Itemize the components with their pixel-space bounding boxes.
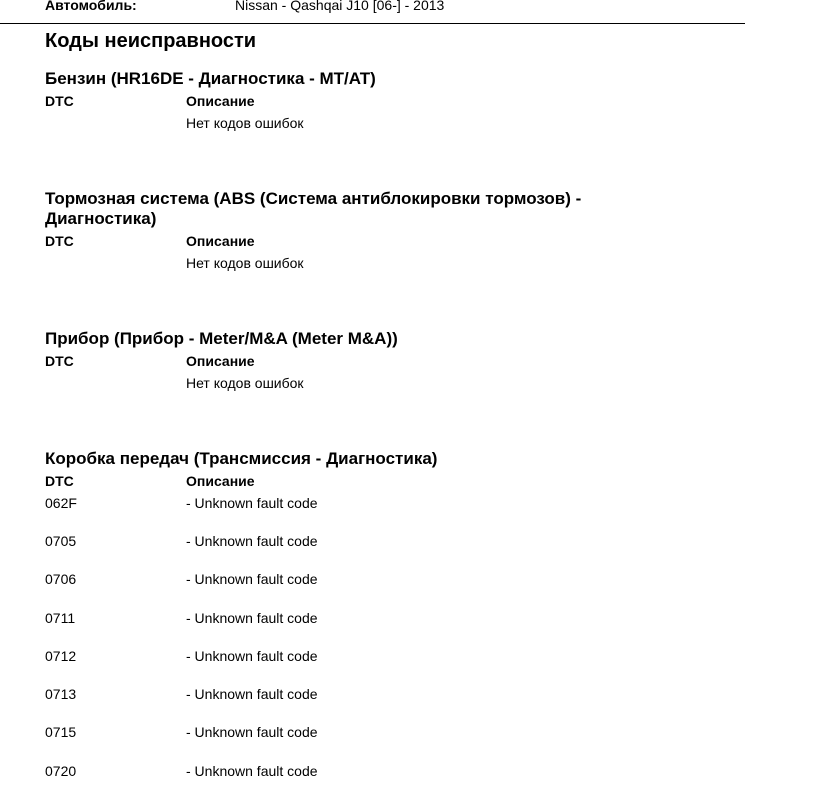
description-column-header: Описание — [186, 353, 255, 369]
dtc-description: - Unknown fault code — [186, 610, 318, 626]
vehicle-label: Автомобиль: — [45, 0, 137, 13]
section-title: Прибор (Прибор - Meter/M&A (Meter M&A)) — [45, 329, 398, 348]
section-instrument — [45, 329, 665, 395]
column-header — [45, 93, 665, 115]
table-row — [45, 571, 665, 610]
column-header — [45, 353, 665, 375]
dtc-description: - Unknown fault code — [186, 571, 318, 587]
section-transmission — [45, 449, 665, 783]
dtc-column-header: DTC — [45, 233, 74, 249]
section-brakes — [45, 189, 665, 275]
description-column-header: Описание — [186, 233, 255, 249]
dtc-column-header: DTC — [45, 353, 74, 369]
dtc-code: 0706 — [45, 571, 77, 587]
table-row — [45, 763, 665, 783]
dtc-code: 0705 — [45, 533, 77, 549]
table-row — [45, 610, 665, 648]
dtc-code: 062F — [45, 495, 77, 511]
dtc-code: 0712 — [45, 648, 77, 664]
section-petrol — [45, 69, 665, 135]
dtc-description: - Unknown fault code — [186, 763, 318, 779]
dtc-code: 0711 — [45, 610, 76, 626]
dtc-description: Нет кодов ошибок — [186, 255, 304, 271]
table-row — [45, 495, 665, 533]
table-row — [45, 255, 665, 275]
vehicle-header — [0, 0, 745, 24]
vehicle-value: Nissan - Qashqai J10 [06-] - 2013 — [235, 0, 445, 13]
section-title: Тормозная система (ABS (Система антиблокировки тормозов) - Диагностика) — [45, 189, 582, 228]
table-row — [45, 533, 665, 571]
dtc-column-header: DTC — [45, 473, 74, 489]
table-row — [45, 648, 665, 686]
table-row — [45, 686, 665, 724]
dtc-column-header: DTC — [45, 93, 74, 109]
page-title: Коды неисправности — [45, 30, 257, 52]
column-header — [45, 233, 665, 255]
dtc-code: 0715 — [45, 724, 77, 740]
dtc-code: 0713 — [45, 686, 77, 702]
description-column-header: Описание — [186, 473, 255, 489]
table-row — [45, 724, 665, 763]
dtc-description: - Unknown fault code — [186, 648, 318, 664]
column-header — [45, 473, 665, 495]
dtc-description: Нет кодов ошибок — [186, 115, 304, 131]
dtc-code: 0720 — [45, 763, 77, 779]
dtc-description: Нет кодов ошибок — [186, 375, 304, 391]
section-title: Коробка передач (Трансмиссия - Диагностика) — [45, 449, 438, 468]
dtc-description: - Unknown fault code — [186, 495, 318, 511]
dtc-description: - Unknown fault code — [186, 533, 318, 549]
dtc-description: - Unknown fault code — [186, 724, 318, 740]
description-column-header: Описание — [186, 93, 255, 109]
table-row — [45, 375, 665, 395]
table-row — [45, 115, 665, 135]
section-title: Бензин (HR16DE - Диагностика - MT/AT) — [45, 69, 376, 88]
dtc-description: - Unknown fault code — [186, 686, 318, 702]
